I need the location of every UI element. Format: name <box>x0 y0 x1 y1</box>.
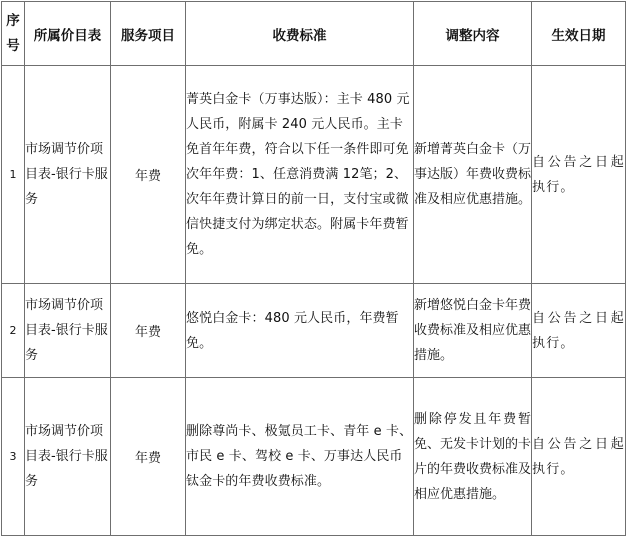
header-standard: 收费标准 <box>186 2 414 66</box>
header-seq: 序 号 <box>2 2 25 66</box>
row-standard: 删除尊尚卡、极氪员工卡、青年 e 卡、市民 e 卡、驾校 e 卡、万事达人民币钛金卡的年费收费标准。 <box>186 378 414 536</box>
header-service: 服务项目 <box>111 2 186 66</box>
fee-adjustment-table <box>1 1 626 536</box>
row-adjust: 新增悠悦白金卡年费收费标准及相应优惠措施。 <box>414 284 532 378</box>
row-pricelist: 市场调节价项目表-银行卡服务 <box>25 66 111 284</box>
row-seq: 1 <box>2 66 25 284</box>
row-service: 年费 <box>111 378 186 536</box>
row-effective: 自公告之日起执行。 <box>532 284 626 378</box>
table-header-row <box>2 2 626 66</box>
row-service: 年费 <box>111 284 186 378</box>
row-standard: 菁英白金卡（万事达版）：主卡 480 元人民币，附属卡 240 元人民币。主卡免首年年费，符合以下任一条件即可免次年年费：1、任意消费满 12笔；2、次年年费计算日的前一日，支付宝或微信快捷支付为绑定状态。附属卡年费暂免。 <box>186 66 414 284</box>
row-pricelist: 市场调节价项目表-银行卡服务 <box>25 284 111 378</box>
header-adjust: 调整内容 <box>414 2 532 66</box>
row-effective: 自公告之日起执行。 <box>532 378 626 536</box>
row-seq: 2 <box>2 284 25 378</box>
header-pricelist: 所属价目表 <box>25 2 111 66</box>
header-effective: 生效日期 <box>532 2 626 66</box>
row-adjust: 新增菁英白金卡（万事达版）年费收费标准及相应优惠措施。 <box>414 66 532 284</box>
table-row <box>2 66 626 284</box>
row-service: 年费 <box>111 66 186 284</box>
row-pricelist: 市场调节价项目表-银行卡服务 <box>25 378 111 536</box>
row-standard: 悠悦白金卡：480 元人民币，年费暂免。 <box>186 284 414 378</box>
row-effective: 自公告之日起执行。 <box>532 66 626 284</box>
table-row <box>2 378 626 536</box>
table-row <box>2 284 626 378</box>
row-seq: 3 <box>2 378 25 536</box>
row-adjust: 删除停发且年费暂免、无发卡计划的卡片的年费收费标准及相应优惠措施。 <box>414 378 532 536</box>
